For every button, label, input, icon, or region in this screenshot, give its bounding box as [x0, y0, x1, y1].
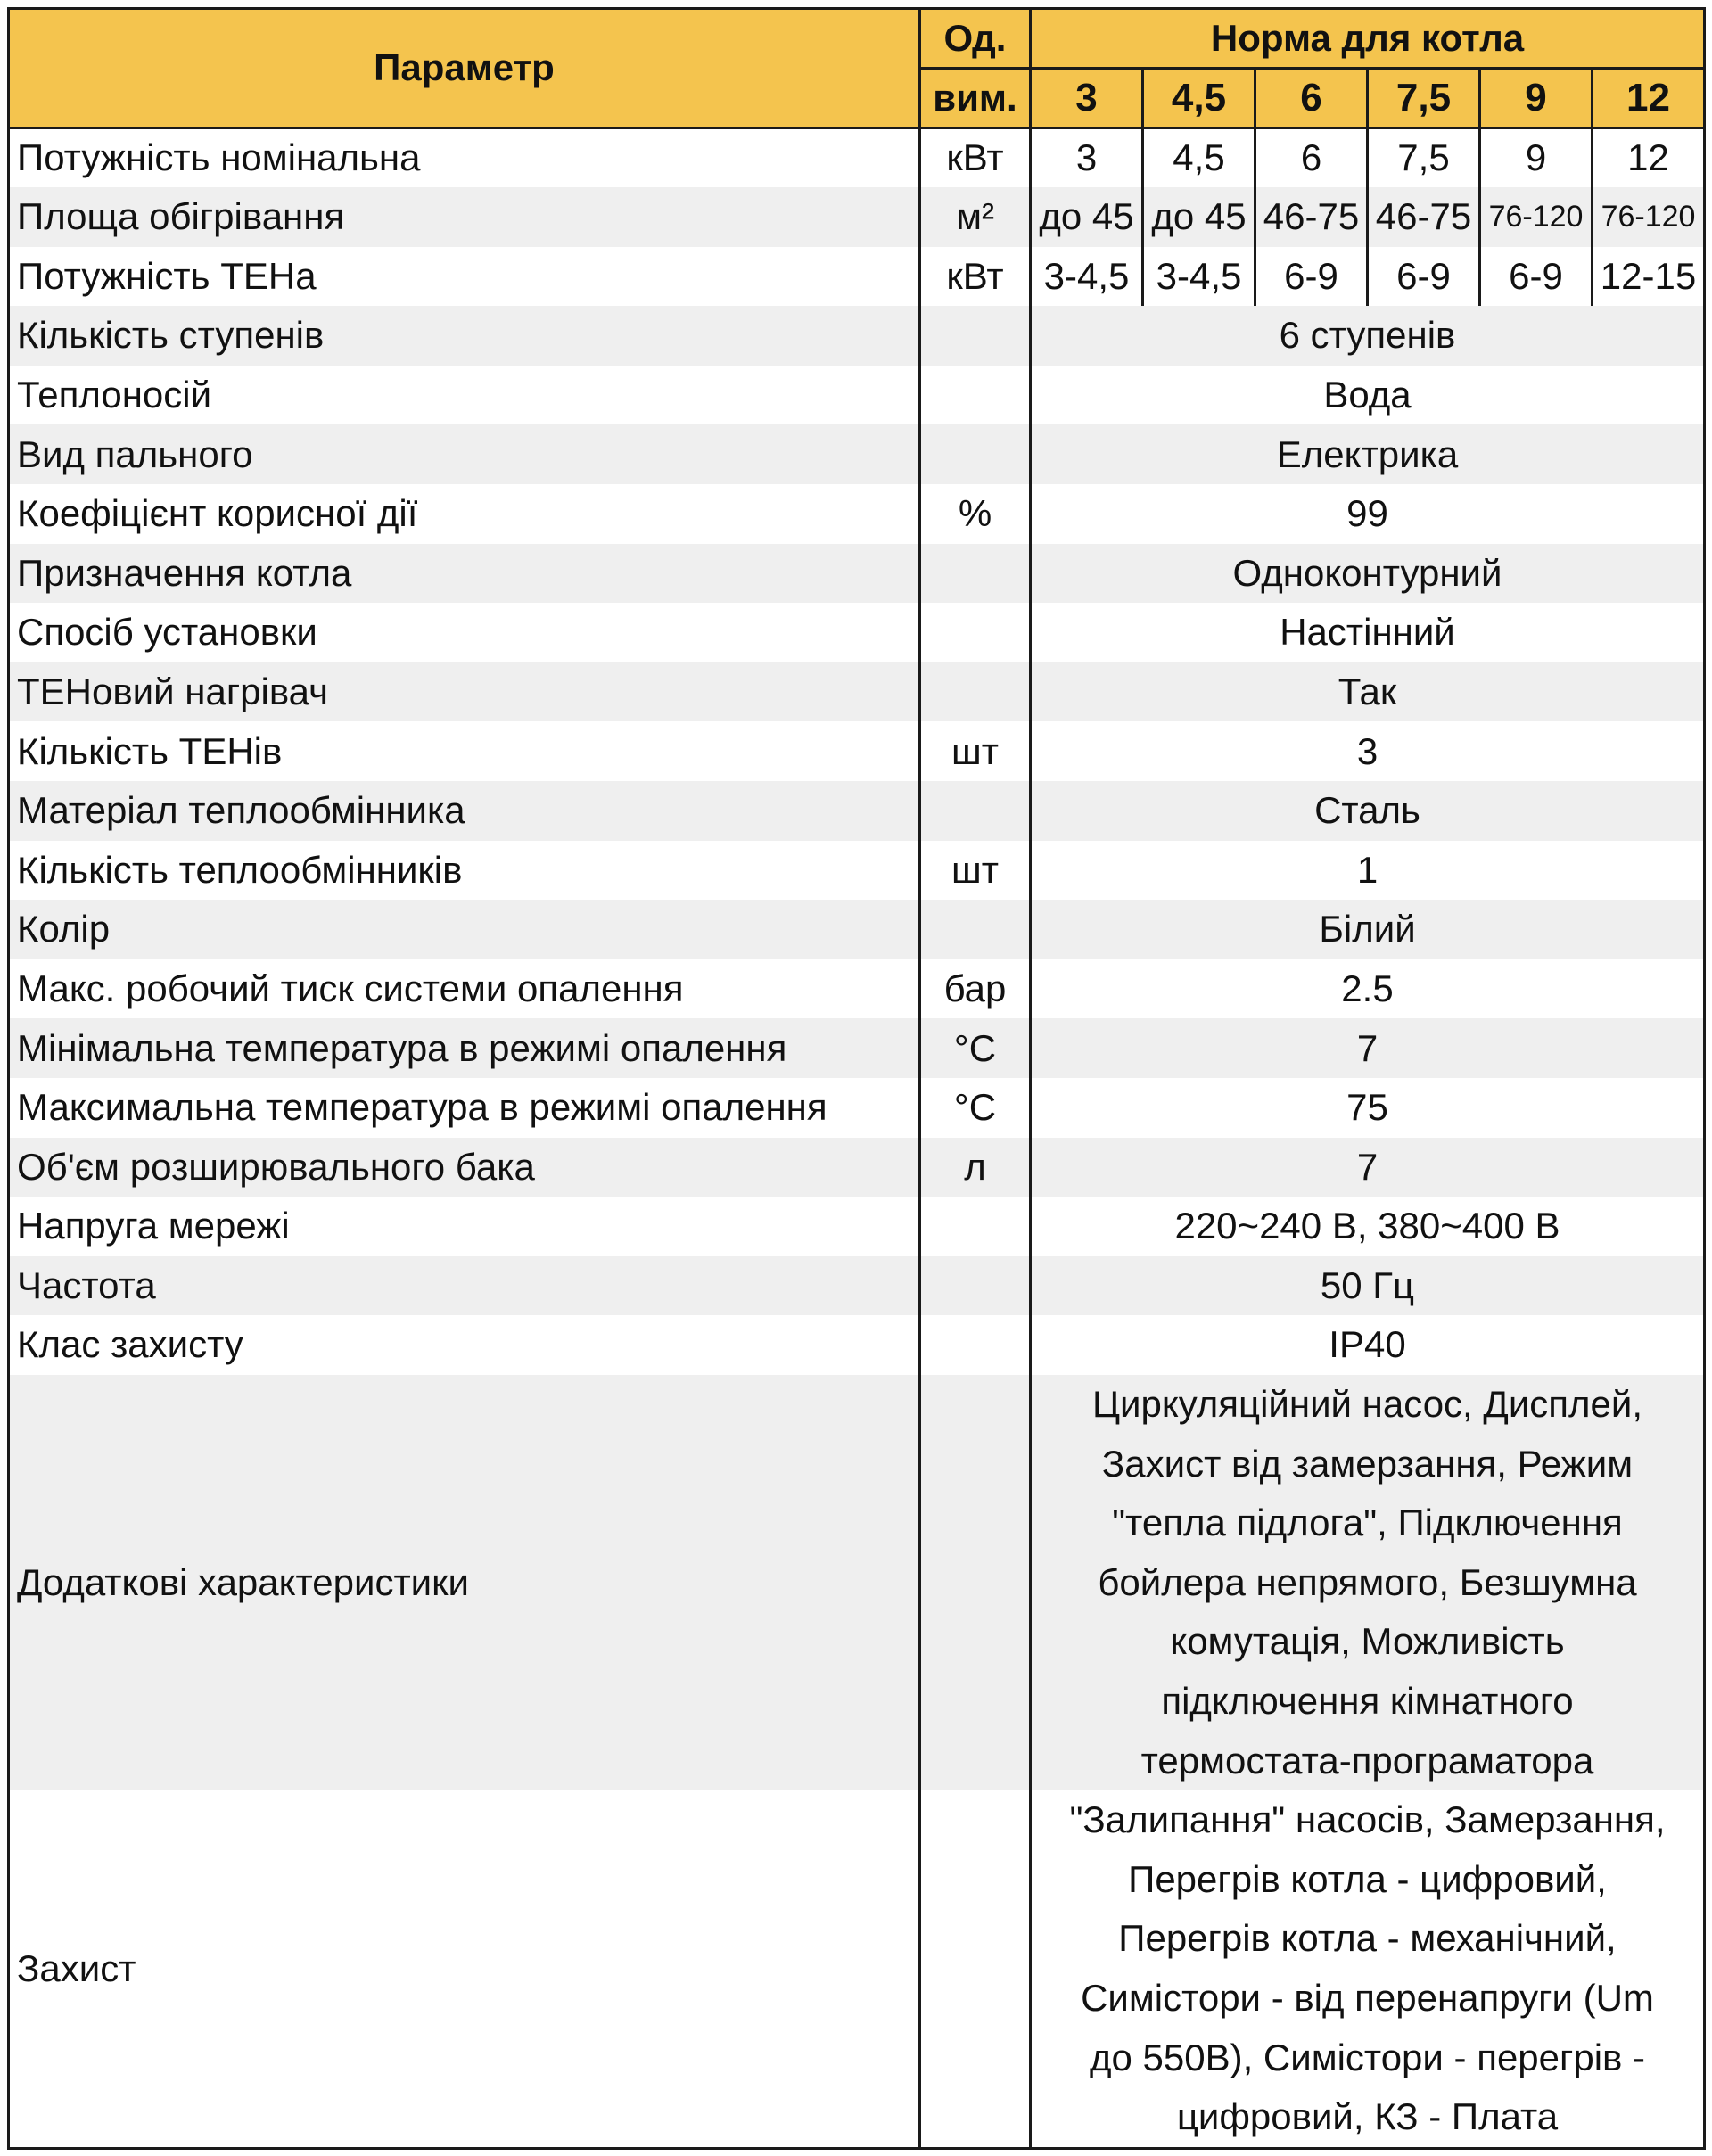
- param-unit: [920, 1197, 1031, 1256]
- value-line: Циркуляційний насос, Дисплей,: [1091, 1382, 1643, 1425]
- param-value: 3-4,5: [1143, 247, 1255, 307]
- value-line: комутація, Можливість: [1170, 1620, 1565, 1663]
- param-unit: кВт: [920, 128, 1031, 188]
- table-row: [9, 484, 1705, 544]
- param-unit: [920, 1315, 1031, 1375]
- param-value: 2.5: [1031, 959, 1705, 1019]
- param-value: 9: [1480, 128, 1593, 188]
- param-name: Спосіб установки: [9, 603, 920, 662]
- param-value: 6 ступенів: [1031, 306, 1705, 366]
- param-value: 6-9: [1480, 247, 1593, 307]
- param-name: Потужність ТЕНа: [9, 247, 920, 307]
- param-value: 4,5: [1143, 128, 1255, 188]
- param-unit: шт: [920, 721, 1031, 781]
- table-row: [9, 959, 1705, 1019]
- param-unit: [920, 544, 1031, 604]
- table-row: [9, 1790, 1705, 2148]
- param-name: Кількість ТЕНів: [9, 721, 920, 781]
- param-unit: шт: [920, 841, 1031, 901]
- param-name: Мінімальна температура в режимі опалення: [9, 1018, 920, 1078]
- param-name: Призначення котла: [9, 544, 920, 604]
- param-value: Білий: [1031, 900, 1705, 959]
- table-row: [9, 187, 1705, 247]
- param-unit: °C: [920, 1018, 1031, 1078]
- param-name: Площа обігрівання: [9, 187, 920, 247]
- param-unit: [920, 366, 1031, 425]
- param-value: 50 Гц: [1031, 1256, 1705, 1316]
- header-model: 6: [1255, 69, 1368, 128]
- param-name: Напруга мережі: [9, 1197, 920, 1256]
- value-line: Перегрів котла - цифровий,: [1128, 1857, 1607, 1900]
- param-value: Вода: [1031, 366, 1705, 425]
- header-param: Параметр: [9, 9, 920, 128]
- param-name: Об'єм розширювального бака: [9, 1138, 920, 1197]
- table-row: [9, 841, 1705, 901]
- param-value-multiline: [1031, 1375, 1705, 1790]
- param-unit: л: [920, 1138, 1031, 1197]
- param-value: Так: [1031, 662, 1705, 722]
- value-line: "Залипання" насосів, Замерзання,: [1069, 1798, 1666, 1841]
- param-value: 7: [1031, 1018, 1705, 1078]
- param-unit: кВт: [920, 247, 1031, 307]
- table-row: [9, 366, 1705, 425]
- param-unit: [920, 603, 1031, 662]
- table-row: [9, 781, 1705, 841]
- table-row: [9, 1018, 1705, 1078]
- param-unit: [920, 306, 1031, 366]
- param-value: IP40: [1031, 1315, 1705, 1375]
- table-row: [9, 1138, 1705, 1197]
- param-value: 7,5: [1368, 128, 1480, 188]
- param-value: 3-4,5: [1031, 247, 1143, 307]
- param-name: Макс. робочий тиск системи опалення: [9, 959, 920, 1019]
- header-model: 4,5: [1143, 69, 1255, 128]
- table-body: [9, 128, 1705, 2149]
- param-name: Клас захисту: [9, 1315, 920, 1375]
- table-row: [9, 306, 1705, 366]
- header-unit-line1: Од.: [920, 9, 1031, 69]
- header-model: 3: [1031, 69, 1143, 128]
- param-unit: бар: [920, 959, 1031, 1019]
- param-value: 12: [1593, 128, 1705, 188]
- param-value: 6-9: [1255, 247, 1368, 307]
- value-line: підключення кімнатного: [1161, 1679, 1574, 1722]
- table-row: [9, 544, 1705, 604]
- param-value-multiline: [1031, 1790, 1705, 2148]
- param-value: Сталь: [1031, 781, 1705, 841]
- table-row: [9, 1078, 1705, 1138]
- param-value: до 45: [1031, 187, 1143, 247]
- param-value: 76-120: [1480, 187, 1593, 247]
- header-unit-line2: вим.: [920, 69, 1031, 128]
- table-row: [9, 900, 1705, 959]
- param-value: 3: [1031, 721, 1705, 781]
- table-row: [9, 1197, 1705, 1256]
- param-value: до 45: [1143, 187, 1255, 247]
- param-name: Частота: [9, 1256, 920, 1316]
- table-row: [9, 1315, 1705, 1375]
- header-model: 12: [1593, 69, 1705, 128]
- param-value: 1: [1031, 841, 1705, 901]
- value-line: "тепла підлога", Підключення: [1112, 1502, 1623, 1544]
- param-name: Максимальна температура в режимі опалення: [9, 1078, 920, 1138]
- param-value: 76-120: [1593, 187, 1705, 247]
- table-row: [9, 128, 1705, 188]
- param-value: 3: [1031, 128, 1143, 188]
- param-value: 75: [1031, 1078, 1705, 1138]
- param-value: Одноконтурний: [1031, 544, 1705, 604]
- table-row: [9, 603, 1705, 662]
- value-line: бойлера непрямого, Безшумна: [1098, 1560, 1637, 1603]
- param-name: Кількість теплообмінників: [9, 841, 920, 901]
- table-row: [9, 1375, 1705, 1790]
- param-value: 99: [1031, 484, 1705, 544]
- param-name: Потужність номінальна: [9, 128, 920, 188]
- boiler-spec-table: [7, 7, 1706, 2150]
- param-name: Кількість ступенів: [9, 306, 920, 366]
- table-row: [9, 1256, 1705, 1316]
- param-unit: [920, 781, 1031, 841]
- param-name: Вид пального: [9, 424, 920, 484]
- table-row: [9, 247, 1705, 307]
- header-norm: Норма для котла: [1031, 9, 1705, 69]
- param-value: 46-75: [1368, 187, 1480, 247]
- param-name: Коефіцієнт корисної дії: [9, 484, 920, 544]
- param-unit: %: [920, 484, 1031, 544]
- param-value: 12-15: [1593, 247, 1705, 307]
- value-line: цифровий, КЗ - Плата: [1176, 2095, 1559, 2138]
- value-line: до 550В), Симістори - перегрів -: [1089, 2036, 1645, 2078]
- param-value: 220~240 В, 380~400 В: [1031, 1197, 1705, 1256]
- header-model: 7,5: [1368, 69, 1480, 128]
- param-name: Колір: [9, 900, 920, 959]
- param-unit: [920, 424, 1031, 484]
- param-unit: [920, 900, 1031, 959]
- param-value: 7: [1031, 1138, 1705, 1197]
- param-name: Захист: [9, 1790, 920, 2148]
- param-unit: м²: [920, 187, 1031, 247]
- value-line: Захист від замерзання, Режим: [1101, 1442, 1634, 1485]
- param-name: ТЕНовий нагрівач: [9, 662, 920, 722]
- value-line: Перегрів котла - механічний,: [1118, 1917, 1617, 1960]
- param-value: 46-75: [1255, 187, 1368, 247]
- table-header: [9, 9, 1705, 128]
- param-unit: °C: [920, 1078, 1031, 1138]
- param-name: Додаткові характеристики: [9, 1375, 920, 1790]
- table-row: [9, 424, 1705, 484]
- param-value: 6-9: [1368, 247, 1480, 307]
- table-row: [9, 721, 1705, 781]
- param-value: Настінний: [1031, 603, 1705, 662]
- param-unit: [920, 1375, 1031, 1790]
- param-unit: [920, 1256, 1031, 1316]
- param-unit: [920, 1790, 1031, 2148]
- param-value: Електрика: [1031, 424, 1705, 484]
- value-line: термостата-програматора: [1140, 1739, 1594, 1782]
- param-name: Матеріал теплообмінника: [9, 781, 920, 841]
- param-unit: [920, 662, 1031, 722]
- header-model: 9: [1480, 69, 1593, 128]
- value-line: Симістори - від перенапруги (Um: [1081, 1976, 1654, 2019]
- table-row: [9, 662, 1705, 722]
- param-name: Теплоносій: [9, 366, 920, 425]
- param-value: 6: [1255, 128, 1368, 188]
